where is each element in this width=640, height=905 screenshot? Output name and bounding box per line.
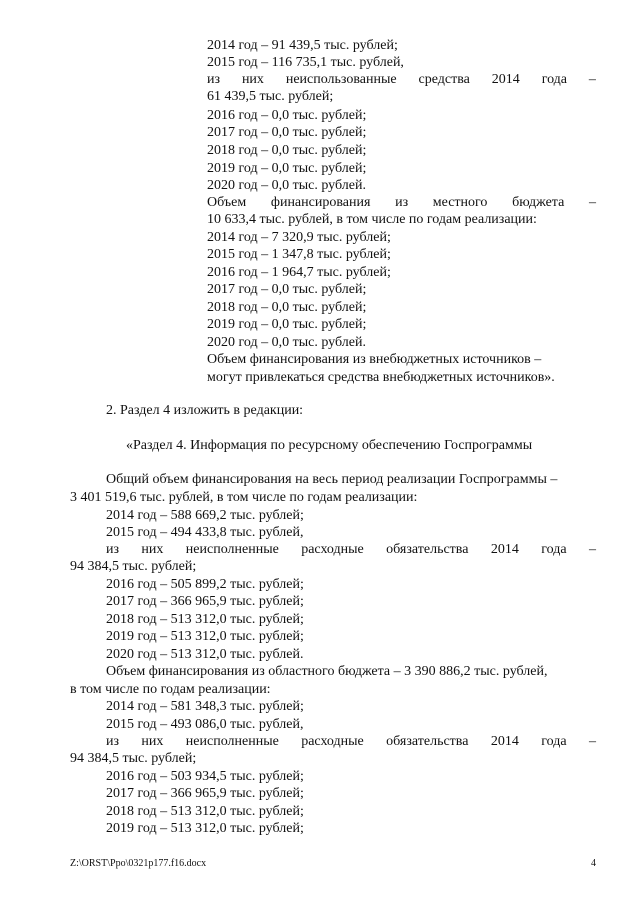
text-line: 3 401 519,6 тыс. рублей, в том числе по годам реализации: xyxy=(70,490,418,505)
word: – xyxy=(588,195,596,210)
word: Объем xyxy=(207,195,247,210)
word: 2014 xyxy=(490,542,519,557)
word: неиспользованные xyxy=(285,72,397,87)
word: года xyxy=(541,72,568,87)
text-line: 2014 год – 7 320,9 тыс. рублей; xyxy=(207,230,391,245)
page-number: 4 xyxy=(591,858,596,869)
word: неисполненные xyxy=(185,542,279,557)
word: бюджета xyxy=(512,195,565,210)
text-line: 2018 год – 0,0 тыс. рублей; xyxy=(207,143,367,158)
text-line: 94 384,5 тыс. рублей; xyxy=(70,751,197,766)
word: обязательства xyxy=(386,734,469,749)
word: из xyxy=(106,542,120,557)
word: них xyxy=(141,542,164,557)
word: обязательства xyxy=(386,542,469,557)
text-line: 2018 год – 513 312,0 тыс. рублей; xyxy=(106,804,304,819)
section-heading: «Раздел 4. Информация по ресурсному обеспечению Госпрограммы xyxy=(126,438,533,453)
word: – xyxy=(588,542,596,557)
text-line: Объем финансирования из внебюджетных источников – xyxy=(207,352,542,367)
text-line: 2016 год – 505 899,2 тыс. рублей; xyxy=(106,577,304,592)
word: года xyxy=(541,734,567,749)
word: средства xyxy=(418,72,470,87)
word: 2014 xyxy=(491,72,520,87)
justified-line xyxy=(106,541,596,558)
file-path: Z:\ORST\Ppo\0321p177.f16.docx xyxy=(70,858,207,869)
word: расходные xyxy=(301,542,364,557)
text-line: 2020 год – 0,0 тыс. рублей. xyxy=(207,335,366,350)
word: расходные xyxy=(301,734,364,749)
text-line: 2017 год – 366 965,9 тыс. рублей; xyxy=(106,786,304,801)
text-line: 10 633,4 тыс. рублей, в том числе по годам реализации: xyxy=(207,212,537,227)
text-line: 2019 год – 513 312,0 тыс. рублей; xyxy=(106,629,304,644)
text-line: 2015 год – 1 347,8 тыс. рублей; xyxy=(207,247,391,262)
text-line: 2019 год – 0,0 тыс. рублей; xyxy=(207,317,367,332)
justified-line xyxy=(207,71,596,88)
text-line: 2016 год – 0,0 тыс. рублей; xyxy=(207,108,367,123)
word: – xyxy=(588,734,596,749)
word: – xyxy=(588,72,596,87)
word: из xyxy=(395,195,409,210)
word: 2014 xyxy=(490,734,519,749)
text-line: 2020 год – 513 312,0 тыс. рублей. xyxy=(106,647,304,662)
text-line: 2015 год – 494 433,8 тыс. рублей, xyxy=(106,525,304,540)
justified-line xyxy=(207,194,596,211)
word: из xyxy=(106,734,120,749)
text-line: 2014 год – 91 439,5 тыс. рублей; xyxy=(207,38,398,53)
text-line: 2019 год – 513 312,0 тыс. рублей; xyxy=(106,821,304,836)
text-line: 2017 год – 0,0 тыс. рублей; xyxy=(207,282,367,297)
amendment-item: 2. Раздел 4 изложить в редакции: xyxy=(106,403,304,418)
text-line: 2020 год – 0,0 тыс. рублей. xyxy=(207,178,366,193)
text-line: могут привлекаться средства внебюджетных источников». xyxy=(207,370,555,385)
word: из xyxy=(207,72,221,87)
text-line: Объем финансирования из областного бюджета – 3 390 886,2 тыс. рублей, xyxy=(106,664,548,679)
justified-line xyxy=(106,733,596,750)
word: местного xyxy=(432,195,488,210)
text-line: Общий объем финансирования на весь период реализации Госпрограммы – xyxy=(106,472,558,487)
text-line: 61 439,5 тыс. рублей; xyxy=(207,89,334,104)
word: них xyxy=(241,72,264,87)
text-line: 2017 год – 366 965,9 тыс. рублей; xyxy=(106,594,304,609)
text-line: 2017 год – 0,0 тыс. рублей; xyxy=(207,125,367,140)
word: неисполненные xyxy=(185,734,279,749)
text-line: 2019 год – 0,0 тыс. рублей; xyxy=(207,161,367,176)
page-footer xyxy=(70,858,596,870)
text-line: 94 384,5 тыс. рублей; xyxy=(70,559,197,574)
text-line: 2016 год – 503 934,5 тыс. рублей; xyxy=(106,769,304,784)
text-line: 2015 год – 493 086,0 тыс. рублей, xyxy=(106,717,304,732)
text-line: 2014 год – 588 669,2 тыс. рублей; xyxy=(106,508,304,523)
word: финансирования xyxy=(270,195,371,210)
text-line: 2018 год – 0,0 тыс. рублей; xyxy=(207,300,367,315)
text-line: 2014 год – 581 348,3 тыс. рублей; xyxy=(106,699,304,714)
text-line: в том числе по годам реализации: xyxy=(70,682,271,697)
text-line: 2018 год – 513 312,0 тыс. рублей; xyxy=(106,612,304,627)
word: года xyxy=(541,542,567,557)
text-line: 2015 год – 116 735,1 тыс. рублей, xyxy=(207,55,404,70)
word: них xyxy=(141,734,164,749)
text-line: 2016 год – 1 964,7 тыс. рублей; xyxy=(207,265,391,280)
